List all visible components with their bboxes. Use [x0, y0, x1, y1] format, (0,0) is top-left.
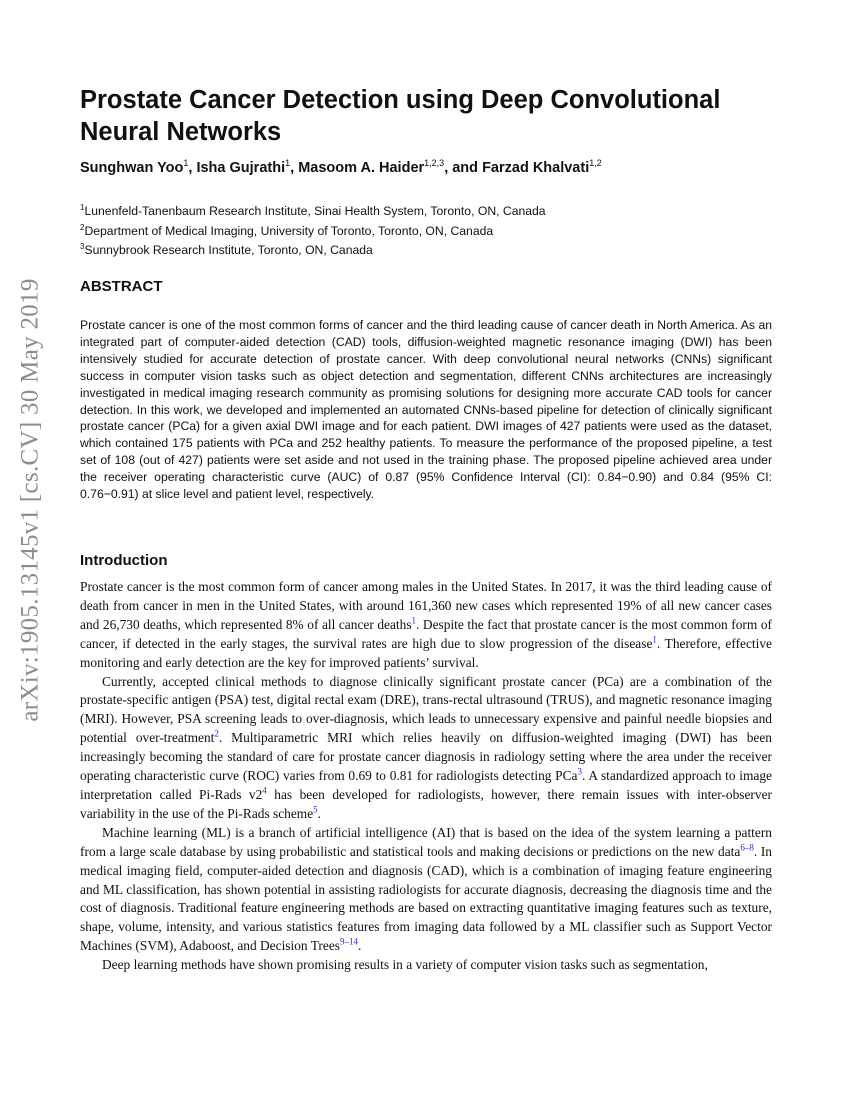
- citation-link[interactable]: 1: [652, 634, 657, 645]
- author-affiliation-marker: 1: [285, 158, 291, 168]
- introduction-paragraph: [80, 578, 772, 673]
- author-name: Sunghwan Yoo: [80, 159, 184, 176]
- paragraph-text: .: [317, 805, 322, 821]
- introduction-heading: Introduction: [80, 552, 168, 569]
- citation-link[interactable]: 2: [214, 728, 219, 739]
- paragraph-text: Prostate cancer is the most common form of cancer among males in the United States. In 2017, it was the third leading cause of death from cancer in men in the United States, with around 161,360 new cases which represented 19% of all new cancer cases and 26,730 deaths, which represented 8% of all cancer deaths: [80, 579, 772, 632]
- author-affiliation-marker: 1,2: [589, 158, 602, 168]
- author-name: Masoom A. Haider: [298, 159, 425, 176]
- introduction-body: [80, 578, 772, 975]
- affiliation-item: [80, 220, 546, 240]
- affiliation-text: Department of Medical Imaging, University of Toronto, Toronto, ON, Canada: [84, 223, 494, 238]
- paragraph-text: . Despite the fact that prostate cancer is the most common form of cancer, if detected in the early stages, the survival rates are high due to slow progression of the disease: [80, 616, 772, 651]
- affiliation-item: [80, 239, 546, 259]
- author-separator: , and: [444, 159, 483, 176]
- author-affiliation-marker: 1,2,3: [424, 158, 445, 168]
- citation-link[interactable]: 5: [313, 804, 318, 815]
- affiliation-list: [80, 200, 546, 259]
- paragraph-text: Currently, accepted clinical methods to diagnose clinically significant prostate cancer (PCa) are a combination of the prostate-specific antigen (PSA) test, digital rectal exam (DRE), trans-rectal ultrasound (TRUS), and magnetic resonance imaging (MRI). However, PSA screening leads to over-diagnosis, which leads to unnecessary expensive and painful needle biopsies and potential over-treatment: [80, 673, 772, 746]
- citation-link[interactable]: 3: [577, 766, 582, 777]
- author-affiliation-marker: 1: [183, 158, 189, 168]
- paragraph-text: .: [357, 938, 362, 954]
- abstract-heading: ABSTRACT: [80, 278, 163, 295]
- author-separator: ,: [188, 159, 197, 176]
- paragraph-text: Machine learning (ML) is a branch of artificial intelligence (AI) that is based on the idea of the system learning a pattern from a large scale database by using probabilistic and statistical tools and making decisions or predictions on the new data: [80, 824, 772, 859]
- citation-link[interactable]: 1: [411, 615, 417, 626]
- paragraph-text: . A standardized approach to image interpretation called Pi-Rads v2: [80, 768, 772, 802]
- affiliation-number: 1: [80, 203, 85, 212]
- author-list: [80, 158, 602, 176]
- author-separator: ,: [290, 159, 299, 176]
- paragraph-text: has been developed for radiologists, however, there remain issues with inter-observer variability in the use of the Pi-Rads scheme: [80, 786, 772, 821]
- citation-link[interactable]: 9–14: [339, 936, 358, 947]
- paragraph-text: . Multiparametric MRI which relies heavily on diffusion-weighted imaging (DWI) has been increasingly becoming the standard of care for prostate cancer diagnosis in radiology setting where the area under the receiver operating characteristic curve (ROC) varies from 0.69 to 0.81 for radiologists detecting PCa: [80, 730, 773, 784]
- affiliation-number: 2: [80, 222, 85, 232]
- affiliation-item: [80, 200, 546, 220]
- affiliation-number: 3: [80, 242, 85, 252]
- author-name: Isha Gujrathi: [196, 159, 286, 176]
- citation-link[interactable]: 4: [262, 785, 267, 796]
- affiliation-text: Sunnybrook Research Institute, Toronto, ON, Canada: [84, 243, 373, 258]
- arxiv-identifier-text: arXiv:1905.13145v1 [cs.CV] 30 May 2019: [17, 278, 45, 722]
- author-name: Farzad Khalvati: [482, 159, 590, 176]
- arxiv-identifier-stamp: [8, 278, 54, 722]
- affiliation-text: Lunenfeld-Tanenbaum Research Institute, Sinai Health System, Toronto, ON, Canada: [84, 204, 546, 219]
- paragraph-text: Deep learning methods have shown promising results in a variety of computer vision tasks such as segmentation,: [102, 957, 708, 973]
- abstract-body: Prostate cancer is one of the most common forms of cancer and the third leading cause of cancer death in North America. As an integrated part of computer-aided detection (CAD) tools, diffusion-weighted magnetic resonance imaging (DWI) has been intensively studied for accurate detection of prostate cancer. With deep convolutional neural networks (CNNs) significant success in computer vision tasks such as object detection and segmentation, different CNNs architectures are increasingly investigated in medical imaging research community as promising solutions for designing more accurate CAD tools for cancer detection. In this work, we developed and implemented an automated CNNs-based pipeline for detection of clinically significant prostate cancer (PCa) for a given axial DWI image and for each patient. DWI images of 427 patients were used as the dataset, which contained 175 patients with PCa and 252 healthy patients. To measure the performance of the proposed pipeline, a test set of 108 (out of 427) patients were set aside and not used in the training phase. The proposed pipeline achieved area under the receiver operating characteristic curve (AUC) of 0.87 (95% Confidence Interval (CI): 0.84−0.90) and 0.84 (95% CI: 0.76−0.91) at slice level and patient level, respectively.: [80, 318, 772, 502]
- paragraph-text: . In medical imaging field, computer-aided detection and diagnosis (CAD), which is a combination of imaging feature engineering and ML classification, has shown potential in assisting radiologists for accurate diagnosis, decreasing the diagnosis time and the cost of diagnosis. Traditional feature engineering methods are based on extracting quantitative imaging features such as texture, shape, volume, intensity, and various statistics features from imaging data followed by a ML classifier such as Support Vector Machines (SVM), Adaboost, and Decision Trees: [80, 843, 772, 954]
- introduction-paragraph: [80, 673, 772, 824]
- citation-link[interactable]: 6–8: [740, 842, 754, 853]
- introduction-paragraph: [80, 824, 772, 956]
- paragraph-text: . Therefore, effective monitoring and early detection are the key for improved patients’ survival.: [80, 635, 772, 670]
- paper-title: Prostate Cancer Detection using Deep Convolutional Neural Networks: [80, 86, 721, 146]
- introduction-paragraph: [80, 956, 772, 975]
